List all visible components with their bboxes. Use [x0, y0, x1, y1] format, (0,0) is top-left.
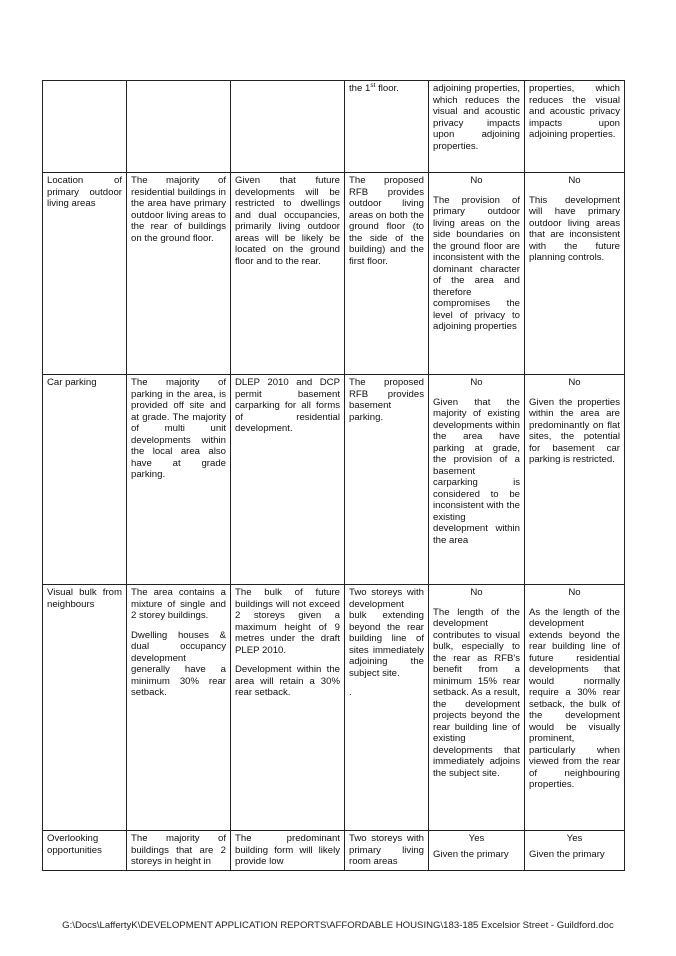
- compat-existing-text: The length of the development contributes to visual bulk, especially to the rear as RFB's benefit from a minimum 15% rear setback. As a result, the development projects beyond the rear building line of existing developments that immediately adjoins the subject site.: [433, 606, 520, 779]
- compat-answer: No: [568, 175, 581, 186]
- proposal-text-end: floor.: [375, 83, 399, 94]
- document-path-footer: G:\Docs\LaffertyK\DEVELOPMENT APPLICATION REPORTS\AFFORDABLE HOUSING\183-185 Excelsior Street - Guildford.doc: [62, 920, 614, 931]
- compat-answer: No: [568, 587, 581, 598]
- proposal-cell: Two storeys with primary living room areas: [345, 831, 429, 871]
- compat-future-text: Given the properties within the area are predominantly on flat sites, the potential for basement car parking is restricted.: [529, 396, 620, 465]
- proposal-cell: The proposed RFB provides outdoor living areas on both the ground floor (to the side of the building) and the first floor.: [345, 173, 429, 375]
- table-row: [43, 173, 625, 375]
- proposal-text: Two storeys with development bulk extending beyond the rear building line of sites immediately adjoining the subject site.: [349, 587, 424, 679]
- compat-answer: Yes: [566, 833, 583, 844]
- compat-existing-cell: [429, 375, 525, 585]
- compat-existing-cell: [429, 81, 525, 173]
- compat-future-text: This development will have primary outdoor living areas that are inconsistent with the future planning controls.: [529, 194, 620, 263]
- compat-answer: No: [470, 175, 483, 186]
- compat-future-cell: [525, 831, 625, 871]
- assessment-table: [42, 80, 625, 871]
- compat-existing-text: adjoining properties, which reduces the visual and acoustic privacy impacts upon adjoining properties.: [433, 83, 520, 152]
- compat-future-cell: [525, 375, 625, 585]
- compat-existing-cell: [429, 831, 525, 871]
- compat-answer: No: [568, 377, 581, 388]
- criterion-cell: [43, 81, 127, 173]
- table-row: [43, 831, 625, 871]
- proposal-cell: [345, 585, 429, 831]
- table-row: [43, 81, 625, 173]
- compat-existing-text: Given the primary: [433, 848, 509, 860]
- compat-existing-text: The provision of primary outdoor living areas on the side boundaries on the ground floor are inconsistent with the dominant character of the area and therefore compromises the level of privacy to adjoining properties: [433, 194, 520, 332]
- proposal-cell: The proposed RFB provides basement parking.: [345, 375, 429, 585]
- future-character-cell: Given that future developments will be restricted to dwellings and dual occupancies, primarily living outdoor areas will be likely be located on the ground floor and to the rear.: [231, 173, 345, 375]
- compat-future-cell: [525, 173, 625, 375]
- future-text-1: The bulk of future buildings will not exceed 2 storeys given a maximum height of 9 metres under the draft PLEP 2010.: [235, 587, 340, 656]
- future-text-2: Development within the area will retain a 30% rear setback.: [235, 664, 340, 698]
- compat-future-text: As the length of the development extends beyond the rear building line of future residential developments that would normally require a 30% rear setback, the bulk of the development would be visually prominent, particularly when viewed from the rear of neighbouring properties.: [529, 606, 620, 790]
- proposal-tail: .: [349, 687, 352, 698]
- compat-future-text: properties, which reduces the visual and acoustic privacy impacts upon adjoining properties.: [529, 83, 620, 140]
- existing-text-1: The area contains a mixture of single and 2 storey buildings.: [131, 587, 226, 621]
- future-character-cell: [231, 585, 345, 831]
- future-character-cell: The predominant building form will likely provide low: [231, 831, 345, 871]
- proposal-cell: [345, 81, 429, 173]
- criterion-cell: Car parking: [43, 375, 127, 585]
- compat-existing-cell: [429, 585, 525, 831]
- criterion-cell: Location of primary outdoor living areas: [43, 173, 127, 375]
- compat-future-text: Given the primary: [529, 848, 605, 860]
- ordinal-suffix: st: [370, 81, 376, 89]
- criterion-cell: Visual bulk from neighbours: [43, 585, 127, 831]
- criterion-cell: Overlooking opportunities: [43, 831, 127, 871]
- existing-character-cell: The majority of residential buildings in the area have primary outdoor living areas to the rear of buildings on the ground floor.: [127, 173, 231, 375]
- compat-future-cell: [525, 585, 625, 831]
- compat-existing-text: Given that the majority of existing developments within the area have parking at grade, the provision of a basement carparking is considered to be inconsistent with the existing development within the area: [433, 396, 520, 546]
- table-row: [43, 375, 625, 585]
- existing-character-cell: The majority of parking in the area, is provided off site and at grade. The majority of multi unit developments within the local area also have at grade parking.: [127, 375, 231, 585]
- future-character-cell: [231, 81, 345, 173]
- future-character-cell: DLEP 2010 and DCP permit basement carparking for all forms of residential development.: [231, 375, 345, 585]
- existing-character-cell: [127, 81, 231, 173]
- compat-existing-cell: [429, 173, 525, 375]
- table-row: [43, 585, 625, 831]
- existing-character-cell: [127, 585, 231, 831]
- existing-text-2: Dwelling houses & dual occupancy development generally have a minimum 30% rear setback.: [131, 629, 226, 698]
- proposal-text: the 1: [349, 83, 371, 94]
- compat-answer: No: [470, 377, 483, 388]
- compat-future-cell: [525, 81, 625, 173]
- compat-answer: No: [470, 587, 483, 598]
- existing-character-cell: The majority of buildings that are 2 storeys in height in: [127, 831, 231, 871]
- compat-answer: Yes: [468, 833, 485, 844]
